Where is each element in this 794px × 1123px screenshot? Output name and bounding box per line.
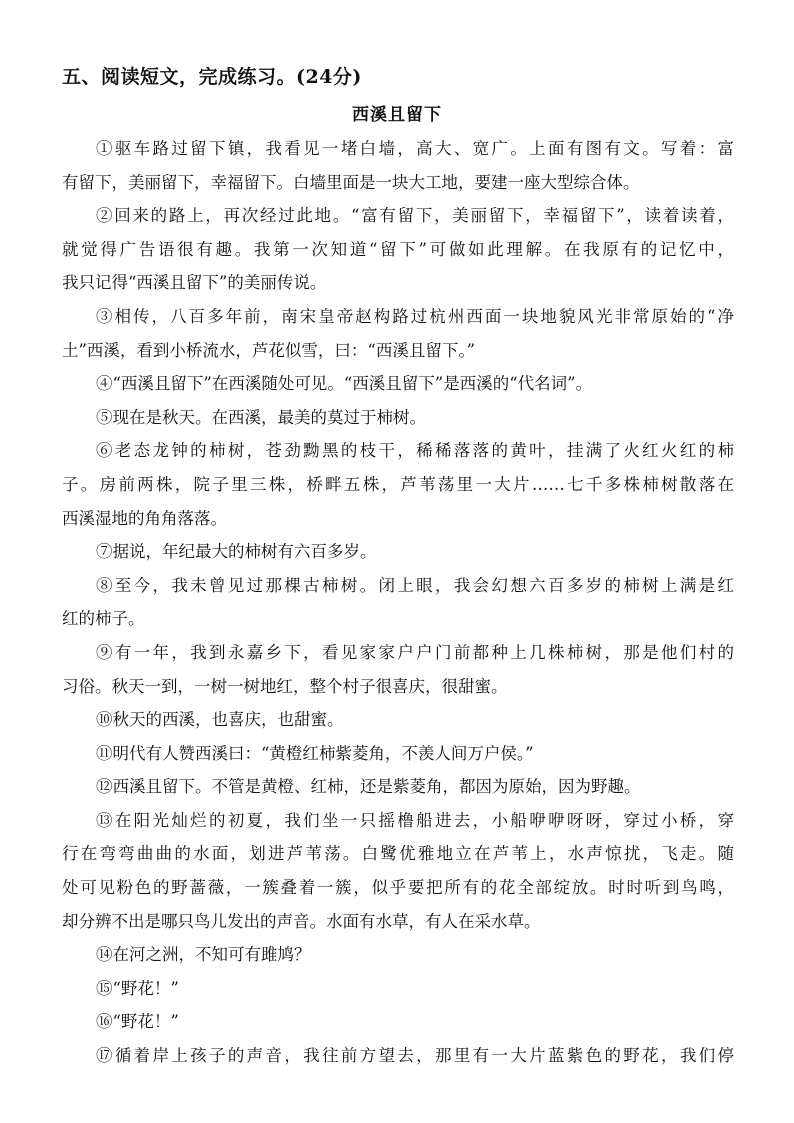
paragraph-7: ⑦据说，年纪最大的柿树有六百多岁。	[96, 542, 377, 562]
paragraph-9-line-1: ⑨有一年，我到永嘉乡下，看见家家户户门前都种上几株柿树，那是他们村的	[96, 642, 734, 662]
paragraph-4: ④“西溪且留下”在西溪随处可见。“西溪且留下”是西溪的“代名词”。	[96, 374, 593, 394]
paragraph-13-line-1: ⑬在阳光灿烂的初夏，我们坐一只摇橹船进去，小船咿咿呀呀，穿过小桥，穿	[96, 810, 734, 830]
article-title: 西溪且留下	[352, 105, 442, 125]
paragraph-2-line-1: ②回来的路上，再次经过此地。“富有留下，美丽留下，幸福留下”，读着读着，	[96, 206, 734, 226]
paragraph-1-line-2: 有留下，美丽留下，幸福留下。白墙里面是一块大工地，要建一座大型综合体。	[62, 172, 640, 192]
paragraph-13-line-2: 行在弯弯曲曲的水面，划进芦苇荡。白鹭优雅地立在芦苇上，水声惊扰，飞走。随	[62, 844, 734, 864]
paragraph-2-line-2: 就觉得广告语很有趣。我第一次知道“留下”可做如此理解。在我原有的记忆中，	[62, 239, 734, 259]
paragraph-13-line-3: 处可见粉色的野蔷薇，一簇叠着一簇，似乎要把所有的花全部绽放。时时听到鸟鸣，	[62, 878, 734, 898]
paragraph-6-line-1: ⑥老态龙钟的柿树，苍劲黝黑的枝干，稀稀落落的黄叶，挂满了火红火红的柿	[96, 441, 734, 461]
section-heading: 五、阅读短文，完成练习。(24分)	[62, 66, 362, 88]
paragraph-3-line-1: ③相传，八百多年前，南宋皇帝赵构路过杭州西面一块地貌风光非常原始的“净	[96, 306, 734, 326]
paragraph-6-line-2: 子。房前两株，院子里三株，桥畔五株，芦苇荡里一大片……七千多株柿树散落在	[62, 474, 734, 494]
paragraph-2-line-3: 我只记得“西溪且留下”的美丽传说。	[62, 273, 327, 293]
paragraph-13-line-4: 却分辨不出是哪只鸟儿发出的声音。水面有水草，有人在采水草。	[62, 911, 541, 931]
paragraph-17-line-1: ⑰循着岸上孩子的声音，我往前方望去，那里有一大片蓝紫色的野花，我们停	[96, 1046, 734, 1066]
paragraph-10: ⑩秋天的西溪，也喜庆，也甜蜜。	[96, 710, 344, 730]
paragraph-6-line-3: 西溪湿地的角角落落。	[62, 508, 227, 528]
paragraph-16: ⑯“野花！”	[96, 1012, 179, 1032]
paragraph-14: ⑭在河之洲，不知可有雎鸠？	[96, 945, 311, 965]
paragraph-9-line-2: 习俗。秋天一到，一树一树地红，整个村子很喜庆，很甜蜜。	[62, 676, 508, 696]
paragraph-8-line-1: ⑧至今，我未曾见过那棵古柿树。闭上眼，我会幻想六百多岁的柿树上满是红	[96, 575, 734, 595]
paragraph-1-line-1: ①驱车路过留下镇，我看见一堵白墙，高大、宽广。上面有图有文。写着：富	[96, 139, 734, 158]
paragraph-5: ⑤现在是秋天。在西溪，最美的莫过于柿树。	[96, 407, 426, 427]
paragraph-12: ⑫西溪且留下。不管是黄橙、红柿，还是紫菱角，都因为原始，因为野趣。	[96, 777, 641, 797]
paragraph-8-line-2: 红的柿子。	[62, 609, 145, 629]
paragraph-15: ⑮“野花！”	[96, 978, 179, 998]
paragraph-11: ⑪明代有人赞西溪曰：“黄橙红柿紫菱角，不羡人间万户侯。”	[96, 743, 534, 763]
article-body	[62, 132, 734, 1073]
paragraph-3-line-2: 土”西溪，看到小桥流水，芦花似雪，曰：“西溪且留下。”	[62, 340, 476, 360]
